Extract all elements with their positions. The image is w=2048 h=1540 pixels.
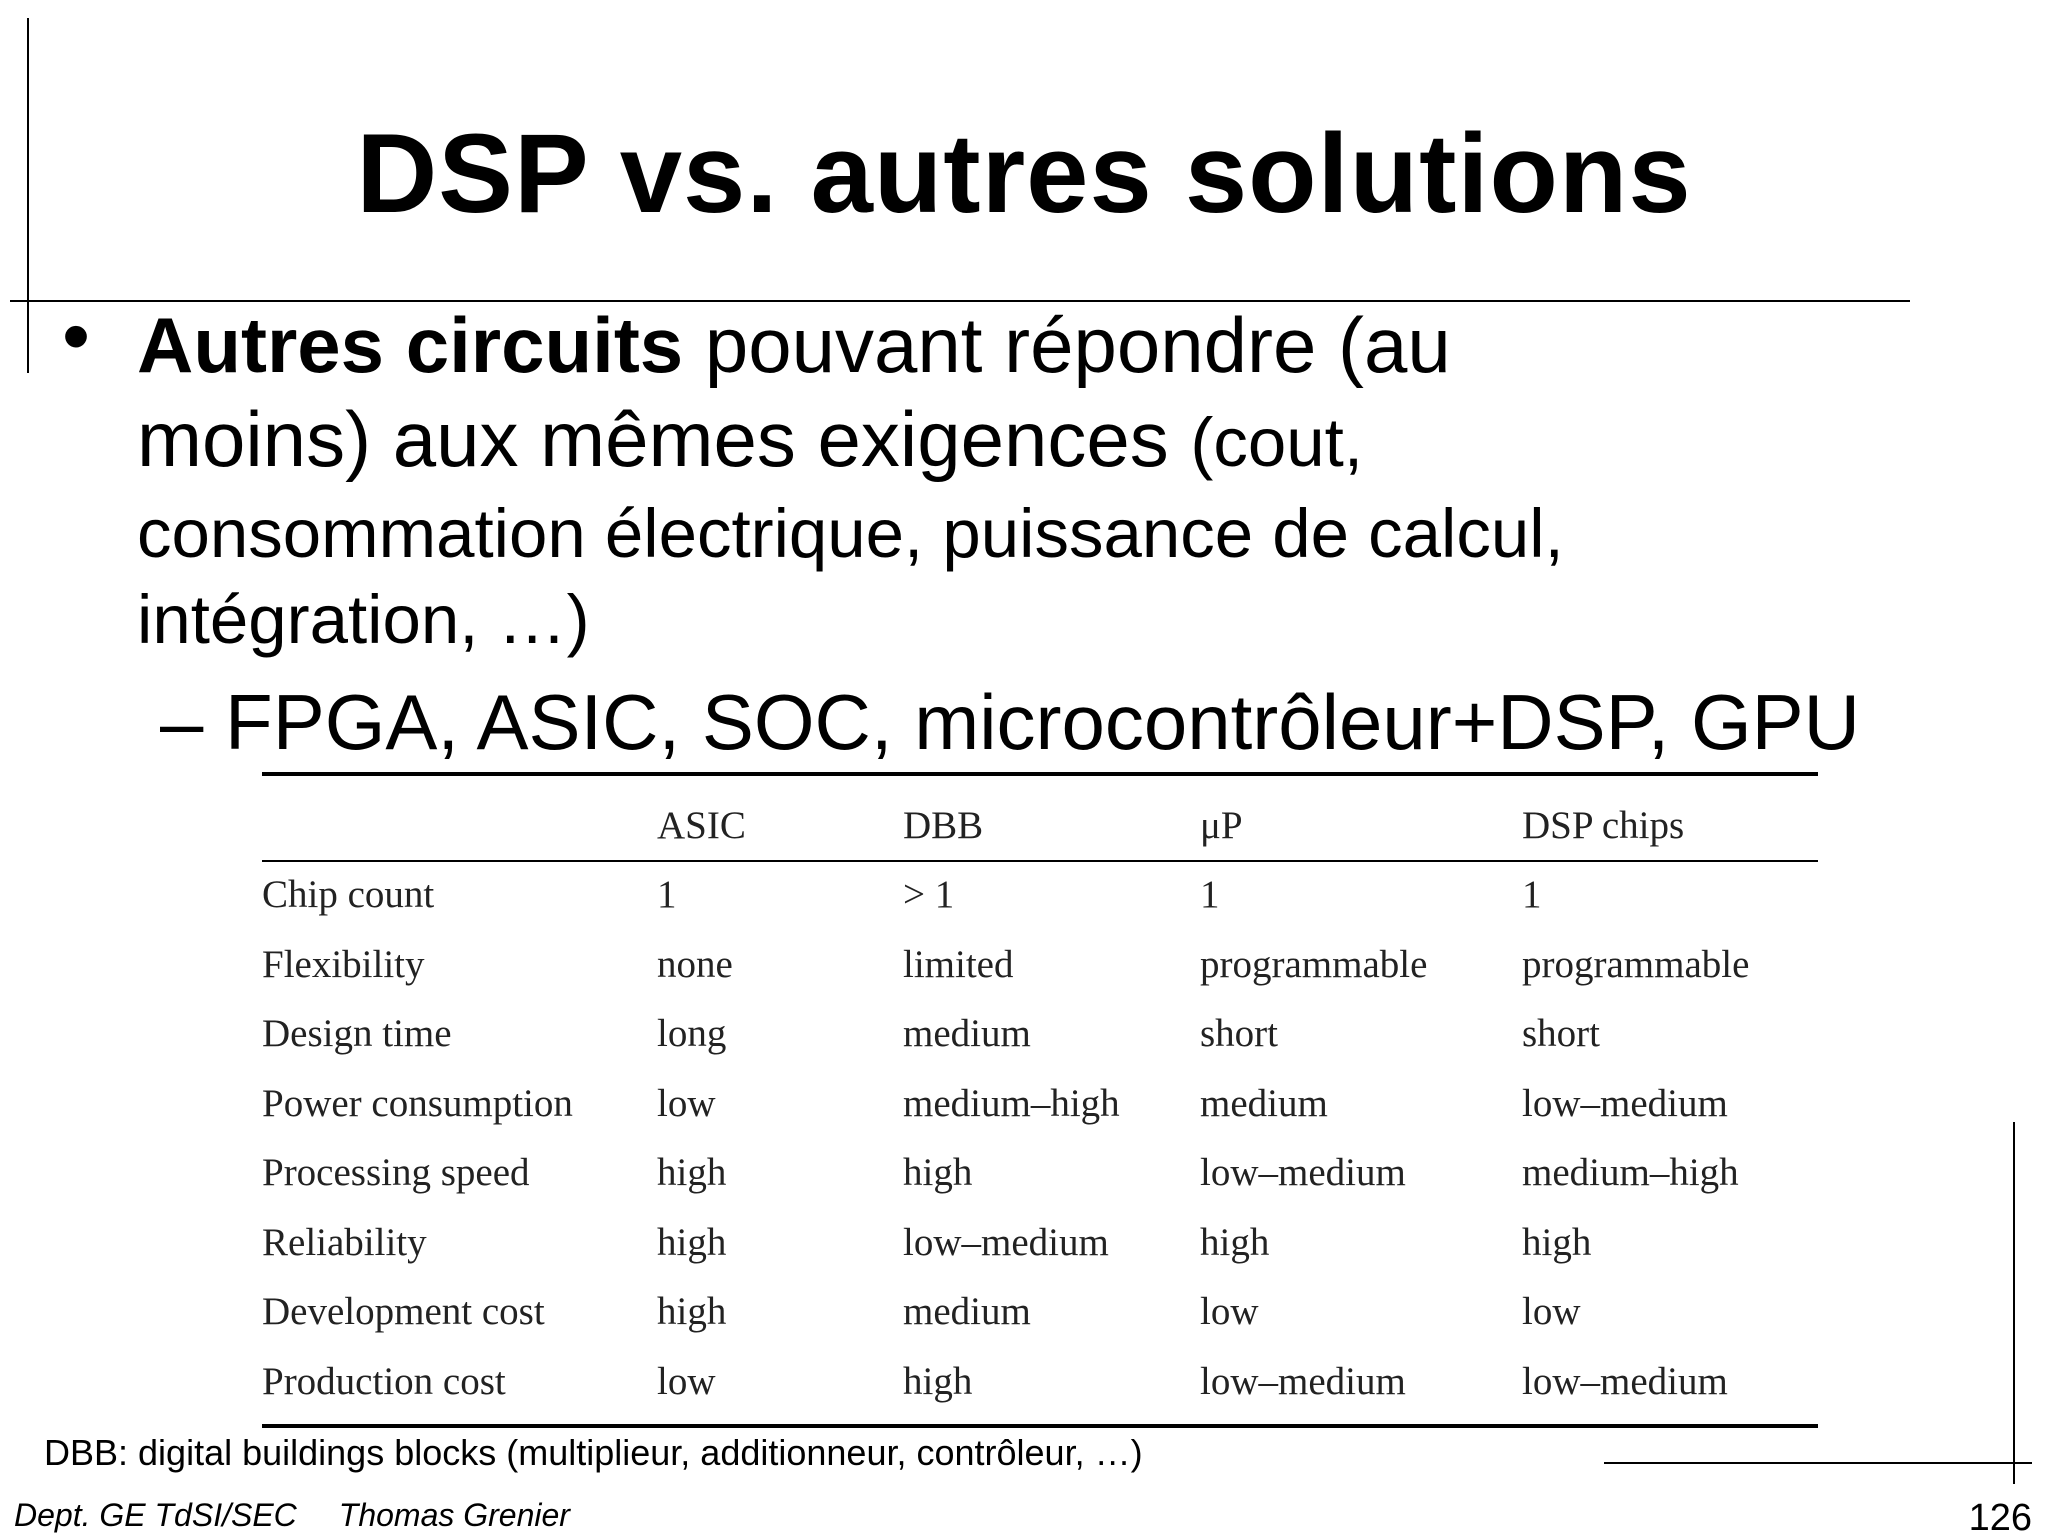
footer-credits: [14, 1497, 570, 1534]
table-cell: high: [1522, 1220, 1592, 1264]
table-row: [262, 1069, 1818, 1139]
table-row: [262, 1347, 1818, 1417]
footnote: DBB: digital buildings blocks (multiplieur, additionneur, contrôleur, …): [44, 1432, 1143, 1473]
bullet-bold-term: Autres circuits: [137, 301, 684, 389]
header-cell-asic: ASIC: [657, 803, 746, 847]
table-cell: low–medium: [1522, 1359, 1728, 1403]
bullet-line-1-rest: pouvant répondre (au: [683, 301, 1451, 389]
table-cell: programmable: [1200, 942, 1428, 986]
header-cell-up: μP: [1200, 803, 1243, 847]
slide-title: DSP vs. autres solutions: [356, 111, 1692, 236]
row-label: Processing speed: [262, 1151, 530, 1195]
table-cell: 1: [1200, 873, 1220, 917]
table-cell: low: [1200, 1290, 1259, 1334]
bullet-line-4: intégration, …): [137, 581, 590, 658]
table-cell: high: [657, 1220, 727, 1264]
table-cell: high: [903, 1151, 973, 1195]
footer-dept: Dept. GE TdSI/SEC: [14, 1497, 297, 1533]
row-label: Chip count: [262, 873, 435, 917]
table-bottom-rule: [262, 1424, 1818, 1428]
table-cell: high: [657, 1290, 727, 1334]
page-number: 126: [1968, 1497, 2032, 1539]
table-cell: short: [1522, 1012, 1600, 1056]
row-label: Development cost: [262, 1290, 545, 1334]
table-cell: short: [1200, 1012, 1278, 1056]
table-row: [262, 860, 1818, 930]
table-cell: medium–high: [903, 1081, 1120, 1125]
row-label: Flexibility: [262, 942, 425, 986]
frame-line-bottom-horizontal: [1604, 1462, 2032, 1464]
bullet-line-2-main: moins) aux mêmes exigences: [137, 395, 1191, 483]
table-cell: > 1: [903, 873, 955, 917]
sub-bullet: – FPGA, ASIC, SOC, microcontrôleur+DSP, GPU: [160, 678, 1860, 766]
bullet-line-3: consommation électrique, puissance de calcul,: [137, 495, 1564, 572]
bullet-text: [137, 298, 1997, 662]
bullet-line-2-small: (cout,: [1190, 404, 1363, 481]
bullet-line-2: [137, 392, 1997, 490]
bullet-line-1: [137, 298, 1997, 392]
table-cell: programmable: [1522, 942, 1750, 986]
frame-line-right-vertical: [2013, 1122, 2015, 1484]
table-cell: low–medium: [1200, 1151, 1406, 1195]
table-cell: medium: [1200, 1081, 1328, 1125]
table-cell: 1: [1522, 873, 1542, 917]
header-cell-empty: [262, 790, 657, 860]
table-cell: high: [1200, 1220, 1270, 1264]
table-cell: medium: [903, 1012, 1031, 1056]
table-cell: low: [657, 1081, 716, 1125]
table-header-row: [262, 790, 1818, 860]
row-label: Reliability: [262, 1220, 427, 1264]
bullet-marker: •: [62, 291, 91, 380]
table-cell: low: [657, 1359, 716, 1403]
table-row: [262, 999, 1818, 1069]
table-row: [262, 1138, 1818, 1208]
table-cell: medium–high: [1522, 1151, 1739, 1195]
table-row: [262, 1277, 1818, 1347]
row-label: Design time: [262, 1012, 452, 1056]
table-cell: low: [1522, 1290, 1581, 1334]
table-cell: high: [903, 1359, 973, 1403]
table-row: [262, 930, 1818, 1000]
table-cell: high: [657, 1151, 727, 1195]
row-label: Power consumption: [262, 1081, 573, 1125]
table-top-rule: [262, 772, 1818, 776]
table-cell: long: [657, 1012, 727, 1056]
header-cell-dbb: DBB: [903, 803, 984, 847]
table-cell: low–medium: [903, 1220, 1109, 1264]
table-cell: low–medium: [1200, 1359, 1406, 1403]
table-cell: 1: [657, 873, 677, 917]
header-cell-dsp-chips: DSP chips: [1522, 803, 1685, 847]
table-cell: medium: [903, 1290, 1031, 1334]
table-cell: limited: [903, 942, 1014, 986]
table-cell: none: [657, 942, 733, 986]
row-label: Production cost: [262, 1359, 506, 1403]
footer-author: Thomas Grenier: [338, 1497, 570, 1533]
table-row: [262, 1208, 1818, 1278]
comparison-table: [262, 790, 1818, 1416]
table-cell: low–medium: [1522, 1081, 1728, 1125]
